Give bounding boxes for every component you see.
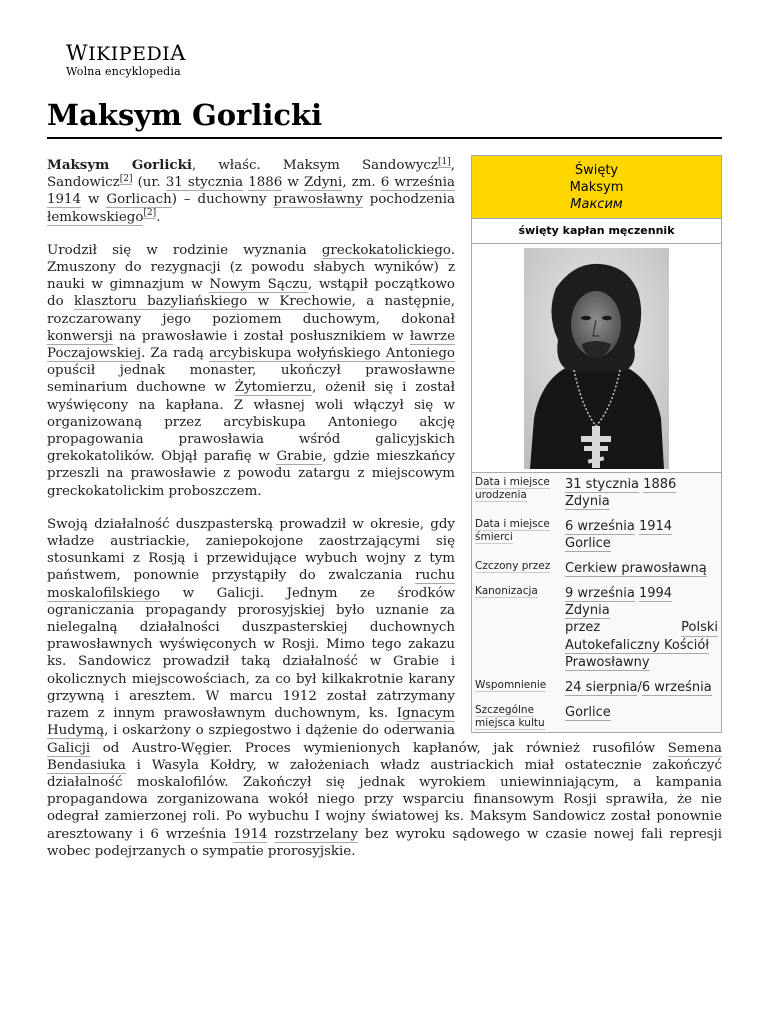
link-orthodox[interactable]: prawosławny (273, 192, 363, 208)
link-krechow-monastery[interactable]: klasztoru bazyliańskiego w Krechowie (73, 294, 352, 310)
link-greek-catholic[interactable]: greckokatolickiego (321, 242, 451, 258)
infobox-title-cyrillic: Максим (570, 197, 623, 212)
link-archbishop-antoni[interactable]: arcybiskupa wołyńskiego Antoniego (209, 346, 455, 362)
link-birth-date[interactable]: 31 stycznia (565, 477, 640, 492)
link-galicia[interactable]: Galicji (47, 740, 91, 756)
infobox-row-relics (472, 698, 721, 732)
footnote-ref[interactable]: [2] (119, 173, 133, 184)
link-orthodox-church[interactable]: Cerkiew prawosławną (565, 561, 707, 576)
article-body (47, 155, 722, 876)
link-feast-1[interactable]: 24 sierpnia (565, 680, 638, 695)
infobox-row-death (472, 512, 721, 554)
link-death-date[interactable]: 6 września (565, 519, 635, 534)
infobox-photo-frame (472, 244, 721, 473)
infobox-label: Data i miejsce śmierci (475, 518, 550, 543)
logo-wordmark: WIKIPEDIA (66, 41, 186, 65)
link-feast-2[interactable]: 6 września (641, 680, 712, 695)
infobox-row-venerated (472, 554, 721, 579)
portrait-photo[interactable] (524, 248, 669, 469)
link-canon-church-first[interactable]: Polski (681, 620, 718, 635)
infobox-value (562, 512, 721, 554)
link-birth-place[interactable]: Zdynia (565, 494, 610, 509)
infobox-header (472, 156, 721, 218)
paragraph-intro: Maksym Gorlicki, właśc. Maksym Sandowycz[1], Sandowicz[2] (ur. 31 stycznia 1886 w Zdyni, zm. 6 września 1914 w Gorlicach) – duchowny prawosławny pochodzenia łemkowskiego[2]. (47, 156, 456, 225)
link-birth-year[interactable]: 1886 (643, 477, 677, 492)
logo-tagline: Wolna encyklopedia (66, 65, 181, 78)
link-zhytomyr[interactable]: Żytomierzu (234, 380, 313, 396)
link-born-date[interactable]: 31 stycznia (165, 175, 244, 191)
wikipedia-logo[interactable] (66, 42, 186, 78)
link-death-place[interactable]: Gorlice (565, 536, 611, 551)
link-grab[interactable]: Grabie (276, 449, 323, 465)
infobox-label: Szczególne miejsca kultu (475, 704, 545, 729)
infobox-label: Kanonizacja (475, 585, 538, 597)
link-semen-bendasiuk[interactable]: Semena Bendasiuka (47, 740, 722, 773)
infobox-title-name: Maksym (569, 180, 624, 195)
infobox-label: Data i miejsce urodzenia (475, 476, 550, 501)
link-relics-place[interactable]: Gorlice (565, 705, 611, 720)
link-death-year[interactable]: 1914 (47, 192, 82, 208)
infobox-table (472, 473, 721, 732)
link-nowy-sacz[interactable]: Nowym Sączu (209, 277, 308, 293)
link-death-place[interactable]: Gorlicach (106, 192, 172, 208)
subject-name: Maksym Gorlicki (47, 157, 192, 173)
page-title: Maksym Gorlicki (47, 98, 323, 132)
infobox-row-birth (472, 473, 721, 512)
footnote-ref[interactable]: [1] (437, 156, 451, 167)
link-death-date[interactable]: 6 września (380, 175, 456, 191)
infobox-title-saint: Święty (574, 163, 619, 178)
link-canon-church[interactable]: Autokefaliczny Kościół Prawosławny (565, 638, 710, 670)
infobox-value (562, 473, 721, 512)
infobox-value (562, 554, 721, 579)
infobox-value: 24 sierpnia/6 września (565, 680, 712, 695)
link-born-place[interactable]: Zdyni (303, 175, 343, 191)
link-moskalofil-movement[interactable]: ruchu moskalofilskiego (47, 568, 455, 601)
link-death-year[interactable]: 1914 (638, 519, 673, 534)
link-canon-place[interactable]: Zdynia (565, 603, 610, 618)
link-executed[interactable]: rozstrzelany (274, 826, 359, 842)
infobox-row-canonization (472, 579, 721, 673)
link-canon-year[interactable]: 1994 (638, 586, 673, 601)
link-pochaiv-lavra[interactable]: ławrze Poczajowskiej (47, 328, 455, 362)
infobox-subheader: święty kapłan męczennik (472, 218, 721, 244)
footnote-ref[interactable]: [2] (143, 208, 157, 219)
paragraph-ministry: Swoją działalność duszpasterską prowadził w okresie, gdy władze austriackie, zaniepokojone zaostrzającymi się stosunkami z Rosją i przewidujące wybuch wojny z tym państwem, ponownie przystąpiły do zwalczania ruchu moskalofilskiego w Galicji. Jednym ze środków ograniczania propagandy prorosyjskiej było uznanie za nielegalną działalności duszpasterskiej duchownych prawosławnych wyświęconych w Rosji. Mimo tego zakazu ks. Sandowicz prowadził taką działalność w Grabie i okolicznych miejscowościach, za co był kilkakrotnie karany grzywną i aresztem. W marcu 1912 został zatrzymany razem z innym prawosławnym duchownym, ks. Ignacym Hudymą, i oskarżony o szpiegostwo i dążenie do oderwania Galicji od Austro-Węgier. Proces wymienionych kapłanów, jak również rusofilów Semena Bendasiuka i Wasyla Kołdry, w założeniach władz austriackich miał ostatecznie zakończyć działalność moskalofilów. Zakończył się jednak wyrokiem uniewinniającym, a kampania propagandowa zorganizowana wokół niego przy wsparciu finansowym Rosji sprawiła, że nie odegrał zamierzonej roli. Po wybuchu I wojny światowej ks. Maksym Sandowicz został ponownie aresztowany i 6 września 1914 rozstrzelany bez wyroku sądowego w czasie nowej fali represji wobec podejrzanych o sympatie prorosyjskie. (47, 516, 722, 859)
link-conversion[interactable]: konwersji (47, 328, 113, 344)
title-divider (47, 137, 722, 139)
infobox-label: Czczony przez (475, 560, 551, 572)
link-ignacy-hudyma[interactable]: Ignacym Hudymą (47, 706, 455, 739)
infobox (471, 155, 722, 733)
infobox-row-feast (472, 673, 721, 698)
infobox-label: Wspomnienie (475, 679, 547, 691)
link-canon-date[interactable]: 9 września (565, 586, 635, 601)
infobox-value (562, 579, 721, 673)
link-born-year[interactable]: 1886 (248, 175, 283, 191)
infobox-value (562, 698, 721, 732)
link-lemko[interactable]: łemkowskiego (47, 209, 144, 225)
canon-by-line: przez Polski (565, 620, 718, 635)
paragraph-early-life: Urodził się w rodzinie wyznania greckokatolickiego. Zmuszony do rezygnacji (z powodu słabych wyników) z nauki w gimnazjum w Nowym Sączu, wstąpił początkowo do klasztoru bazyliańskiego w Krechowie, a następnie, rozczarowany jego poziomem duchowym, dokonał konwersji na prawosławie i został posłusznikiem w ławrze Poczajowskiej. Za radą arcybiskupa wołyńskiego Antoniego opuścił jednak monaster, ukończył prawosławne seminarium duchowne w Żytomierzu, ożenił się i został wyświęcony na kapłana. Z własnej woli włączył się w organizowaną przez arcybiskupa Antoniego akcję propagowania prawosławia wśród galicyjskich grekokatolików. Objął parafię w Grabie, gdzie mieszkańcy przeszli na prawosławie z powodu zatargu z miejscowym greckokatolickim proboszczem. (47, 242, 455, 499)
link-1914[interactable]: 1914 (233, 826, 268, 842)
